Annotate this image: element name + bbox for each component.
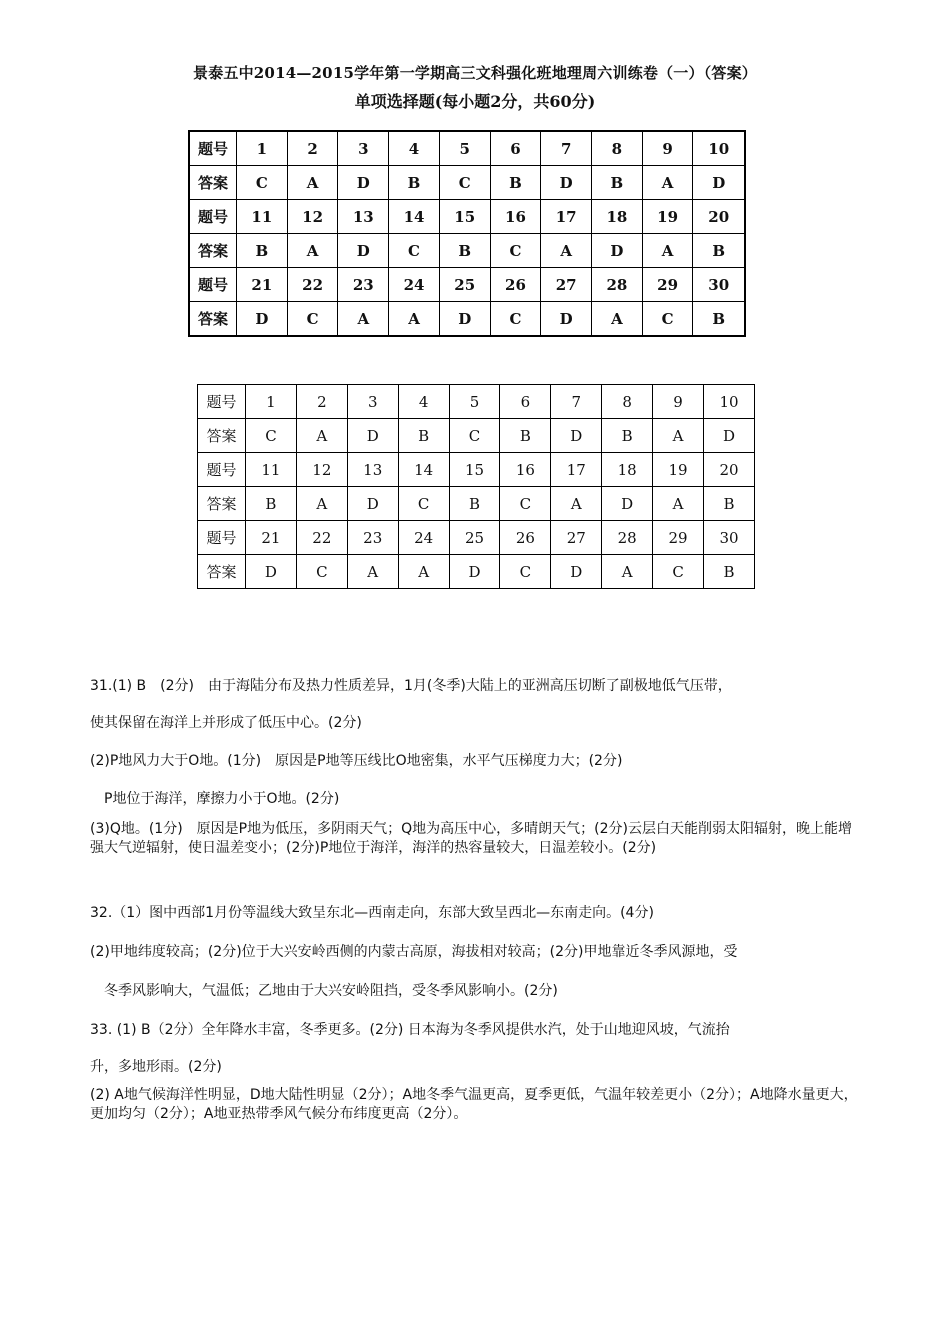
answer-32-2-line2: 冬季风影响大，气温低；乙地由于大兴安岭阻挡，受冬季风影响小。(2分) (90, 983, 558, 999)
table-row (189, 166, 745, 200)
table-cell: 7 (551, 385, 602, 419)
table-cell: C (642, 302, 693, 337)
table-cell: C (500, 555, 551, 589)
table-cell: B (500, 419, 551, 453)
table-cell: D (347, 487, 398, 521)
table-cell: 8 (592, 131, 643, 166)
table-cell: 26 (500, 521, 551, 555)
table-cell: B (490, 166, 541, 200)
table-cell: 28 (592, 268, 643, 302)
table-row (189, 234, 745, 268)
table-cell: D (704, 419, 755, 453)
table-cell: 10 (704, 385, 755, 419)
table-cell: A (602, 555, 653, 589)
table-cell: D (551, 419, 602, 453)
answer-31-2-line2: P地位于海洋，摩擦力小于O地。(2分) (90, 791, 340, 807)
table-cell: 3 (338, 131, 389, 166)
answer-31-3: (3)Q地。(1分) 原因是P地为低压，多阴雨天气；Q地为高压中心，多晴朗天气；(2分)云层白天能削弱太阳辐射，晚上能增强大气逆辐射，使日温差变小；(2分)P地位于海洋，海洋的热容量较大，日温差较小。(2分) (90, 821, 852, 856)
table-cell: 16 (500, 453, 551, 487)
table-cell: C (490, 234, 541, 268)
row-header-cell: 题号 (198, 453, 246, 487)
answer-table-bold (188, 130, 746, 337)
table-cell: D (592, 234, 643, 268)
row-header-cell: 题号 (189, 268, 237, 302)
table-cell: C (449, 419, 500, 453)
table-cell: 3 (347, 385, 398, 419)
table-row (198, 453, 755, 487)
table-cell: 19 (642, 200, 693, 234)
table-cell: D (551, 555, 602, 589)
table-cell: B (602, 419, 653, 453)
table-row (198, 385, 755, 419)
table-cell: 28 (602, 521, 653, 555)
table-cell: 13 (338, 200, 389, 234)
table-cell: C (439, 166, 490, 200)
table-cell: 14 (398, 453, 449, 487)
answer-31-2-line1: (2)P地风力大于O地。(1分) 原因是P地等压线比O地密集，水平气压梯度力大；(2分) (90, 753, 623, 769)
table-cell: 1 (237, 131, 288, 166)
table-cell: 15 (439, 200, 490, 234)
table-cell: 20 (704, 453, 755, 487)
table-cell: D (541, 166, 592, 200)
table-row (198, 521, 755, 555)
table-row (189, 131, 745, 166)
answer-31-1-line2: 使其保留在海洋上并形成了低压中心。(2分) (90, 715, 362, 731)
section-heading: 单项选择题(每小题2分，共60分) (354, 92, 596, 111)
answer-33-1-line2: 升，多地形雨。(2分) (90, 1059, 222, 1075)
table-cell: A (296, 487, 347, 521)
table-cell: D (693, 166, 745, 200)
table-cell: D (439, 302, 490, 337)
table-cell: 22 (296, 521, 347, 555)
table-cell: 30 (704, 521, 755, 555)
table-cell: 1 (246, 385, 297, 419)
answer-32-1: 32.（1）图中西部1月份等温线大致呈东北—西南走向，东部大致呈西北—东南走向。(4分) (90, 905, 654, 921)
table-cell: A (551, 487, 602, 521)
table-cell: A (642, 234, 693, 268)
table-cell: D (541, 302, 592, 337)
table-cell: 11 (246, 453, 297, 487)
table-cell: A (398, 555, 449, 589)
table-row (198, 555, 755, 589)
table-cell: A (347, 555, 398, 589)
table-cell: 29 (642, 268, 693, 302)
table-row (189, 200, 745, 234)
table-cell: C (296, 555, 347, 589)
table-cell: 4 (389, 131, 440, 166)
table-cell: 12 (287, 200, 338, 234)
table-cell: 8 (602, 385, 653, 419)
table-cell: 6 (490, 131, 541, 166)
table-cell: 17 (551, 453, 602, 487)
table-cell: C (237, 166, 288, 200)
table-cell: 24 (389, 268, 440, 302)
table-cell: 11 (237, 200, 288, 234)
table-cell: 22 (287, 268, 338, 302)
answer-33-2: (2) A地气候海洋性明显，D地大陆性明显（2分）；A地冬季气温更高，夏季更低，气温年较差更小（2分）；A地降水量更大，更加均匀（2分）；A地亚热带季风气候分布纬度更高（2分）。 (90, 1087, 858, 1122)
table-cell: 29 (653, 521, 704, 555)
table-cell: 12 (296, 453, 347, 487)
table-cell: A (287, 166, 338, 200)
table-cell: D (449, 555, 500, 589)
row-header-cell: 答案 (198, 555, 246, 589)
answer-31-1-line1: 31.(1) B (2分) 由于海陆分布及热力性质差异，1月(冬季)大陆上的亚洲高压切断了副极地低气压带， (90, 678, 732, 694)
table-cell: 25 (439, 268, 490, 302)
table-cell: 20 (693, 200, 745, 234)
row-header-cell: 题号 (198, 385, 246, 419)
table-cell: A (642, 166, 693, 200)
table-cell: A (541, 234, 592, 268)
table-cell: B (237, 234, 288, 268)
row-header-cell: 答案 (198, 419, 246, 453)
table-cell: A (287, 234, 338, 268)
table-cell: 23 (347, 521, 398, 555)
table-row (189, 302, 745, 337)
answer-32-2-line1: (2)甲地纬度较高；(2分)位于大兴安岭西侧的内蒙古高原，海拔相对较高；(2分)甲地靠近冬季风源地，受 (90, 944, 738, 960)
table-cell: 13 (347, 453, 398, 487)
table-cell: A (389, 302, 440, 337)
table-cell: B (439, 234, 490, 268)
table-cell: B (449, 487, 500, 521)
table-cell: B (398, 419, 449, 453)
table-cell: C (246, 419, 297, 453)
table-cell: 21 (246, 521, 297, 555)
table-cell: B (704, 555, 755, 589)
table-cell: 14 (389, 200, 440, 234)
table-cell: 25 (449, 521, 500, 555)
table-cell: 9 (653, 385, 704, 419)
table-cell: D (347, 419, 398, 453)
table-cell: B (246, 487, 297, 521)
table-cell: 6 (500, 385, 551, 419)
table-cell: 24 (398, 521, 449, 555)
page-title: 景泰五中2014—2015学年第一学期高三文科强化班地理周六训练卷（一）（答案） (193, 64, 757, 82)
row-header-cell: 答案 (189, 302, 237, 337)
row-header-cell: 答案 (189, 166, 237, 200)
table-cell: 2 (287, 131, 338, 166)
answer-table-regular (197, 384, 755, 589)
table-row (198, 419, 755, 453)
table-cell: D (338, 166, 389, 200)
table-cell: 5 (449, 385, 500, 419)
table-row (198, 487, 755, 521)
table-cell: C (490, 302, 541, 337)
table-cell: D (338, 234, 389, 268)
table-row (189, 268, 745, 302)
table-cell: D (602, 487, 653, 521)
table-cell: 5 (439, 131, 490, 166)
table-cell: D (237, 302, 288, 337)
table-cell: 15 (449, 453, 500, 487)
table-cell: C (398, 487, 449, 521)
table-cell: A (653, 419, 704, 453)
answer-33-1-line1: 33. (1) B（2分）全年降水丰富，冬季更多。(2分) 日本海为冬季风提供水汽，处于山地迎风坡，气流抬 (90, 1022, 730, 1038)
table-cell: B (389, 166, 440, 200)
table-cell: A (296, 419, 347, 453)
table-cell: 18 (592, 200, 643, 234)
table-cell: 27 (541, 268, 592, 302)
table-cell: C (500, 487, 551, 521)
row-header-cell: 题号 (198, 521, 246, 555)
table-cell: C (389, 234, 440, 268)
table-cell: 4 (398, 385, 449, 419)
table-cell: 10 (693, 131, 745, 166)
row-header-cell: 答案 (198, 487, 246, 521)
table-cell: B (693, 234, 745, 268)
table-cell: B (592, 166, 643, 200)
table-cell: A (653, 487, 704, 521)
table-cell: 17 (541, 200, 592, 234)
table-cell: 23 (338, 268, 389, 302)
table-cell: 18 (602, 453, 653, 487)
table-cell: 27 (551, 521, 602, 555)
table-cell: 2 (296, 385, 347, 419)
table-cell: 7 (541, 131, 592, 166)
table-cell: A (592, 302, 643, 337)
table-cell: 9 (642, 131, 693, 166)
table-cell: B (693, 302, 745, 337)
table-cell: 21 (237, 268, 288, 302)
table-cell: D (246, 555, 297, 589)
table-cell: 16 (490, 200, 541, 234)
row-header-cell: 题号 (189, 131, 237, 166)
table-cell: B (704, 487, 755, 521)
table-cell: C (653, 555, 704, 589)
table-cell: 30 (693, 268, 745, 302)
row-header-cell: 题号 (189, 200, 237, 234)
row-header-cell: 答案 (189, 234, 237, 268)
table-cell: C (287, 302, 338, 337)
table-cell: A (338, 302, 389, 337)
table-cell: 19 (653, 453, 704, 487)
table-cell: 26 (490, 268, 541, 302)
